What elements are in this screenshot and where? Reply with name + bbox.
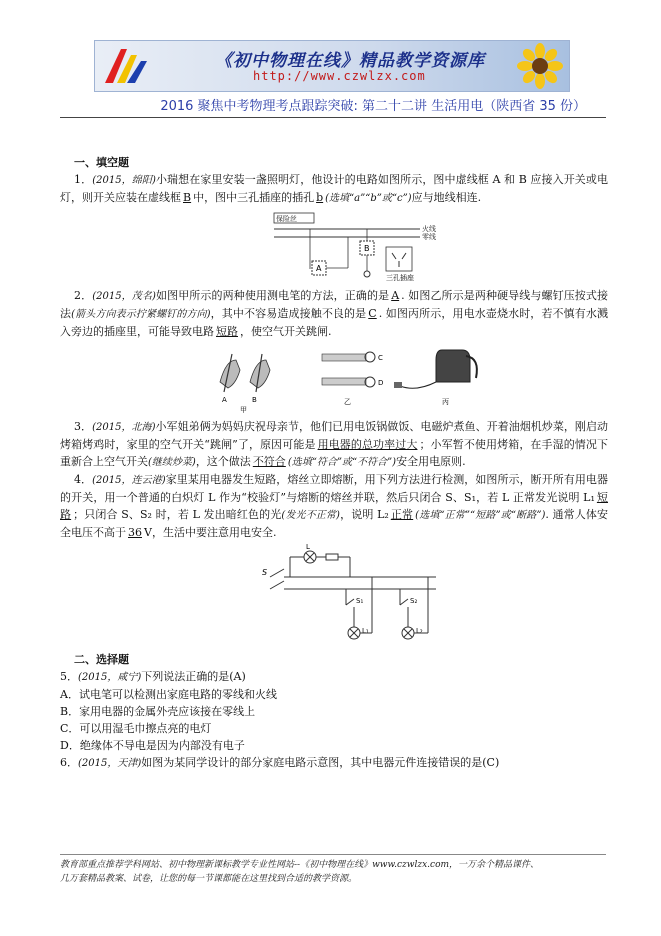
q4-text: . 通常人体安全电压不高于 — [60, 508, 609, 539]
q2-text: . 如图丙所示，用电水壶烧水时，若不慎有水溅入旁边的插座里，可能导致电路 — [60, 307, 609, 338]
q2-answer-1: A — [391, 289, 400, 302]
q4-number: 4． — [74, 473, 93, 486]
footer-line-2: 几万套精品教案、试卷，让您的每一节课都能在这里找到合适的教学资源。 — [60, 874, 358, 884]
fig2-label-yi: 乙 — [344, 398, 351, 406]
q1-number: 1． — [74, 173, 93, 186]
q3-source: (2015，北海) — [92, 422, 156, 433]
figure-3-circuit — [260, 543, 440, 647]
q3-hint: (继续炒菜) — [148, 457, 196, 468]
q5-number: 5． — [60, 670, 78, 683]
fig2-label-jia: 甲 — [240, 406, 247, 414]
q1-source: (2015，绵阳) — [92, 175, 156, 186]
q4-answer-2: 正常 — [390, 508, 414, 521]
q1-text: 小瑞想在家里安装一盏照明灯，他设计的电路如图所示，图中虚线框 A 和 B 应接入开关或电灯，则开关应装在虚线框 — [60, 173, 608, 204]
q1-hint: (选填“a”“b”或“c”) — [325, 193, 412, 204]
q3-answer-2: 不符合 — [252, 455, 286, 468]
q3-text: ；小军暂不使用烤箱，在手湿的情况下重新合上空气开关 — [60, 438, 609, 468]
fig3-label-s: S — [262, 568, 268, 577]
fig1-neutral-label: 零线 — [422, 233, 436, 241]
logo-icon — [101, 45, 149, 87]
fig2-label-bing: 丙 — [442, 398, 449, 406]
q4-hint: (发光不正常) — [281, 510, 340, 521]
title-divider — [60, 117, 606, 118]
fig1-box-b: B — [364, 244, 370, 253]
q1-text: 中，图中三孔插座的插孔 — [193, 191, 315, 204]
q2-source: (2015，茂名) — [92, 291, 156, 302]
question-4 — [60, 471, 608, 541]
fig3-label-l1: L₁ — [362, 627, 369, 635]
fig1-fuse-label: 保险丝 — [276, 215, 297, 223]
fig2-label-a: A — [222, 396, 227, 404]
q4-source: (2015，连云港) — [92, 475, 166, 486]
fig2-label-c: C — [378, 354, 383, 362]
sunflower-icon — [517, 43, 563, 89]
footer-line-1: 教育部重点推荐学科网站、初中物理新课标教学专业性网站--《初中物理在线》www.czwlzx.com，一万余个精品课件、 — [60, 860, 540, 870]
q3-text: 安全用电原则. — [396, 455, 466, 468]
q3-text: ，这个做法 — [195, 455, 251, 468]
fig1-socket-label: 三孔插座 — [386, 274, 414, 282]
q5-option-a: A．试电笔可以检测出家庭电路的零线和火线 — [60, 688, 277, 701]
figure-2-illustrations — [210, 342, 500, 414]
question-5 — [60, 668, 608, 686]
q4-text: ，说明 L₂ — [339, 508, 389, 521]
section-choice: 二、选择题 — [74, 653, 129, 666]
q2-text: . 如图乙所示是两种硬导线与螺钉压按式接法 — [60, 289, 609, 320]
q2-hint: (箭头方向表示拧紧螺钉的方向) — [71, 309, 211, 320]
fig1-box-a: A — [316, 264, 322, 273]
fig1-live-label: 火线 — [422, 225, 436, 233]
q4-text: V，生活中要注意用电安全. — [144, 526, 277, 539]
question-1 — [60, 171, 608, 207]
footer — [60, 858, 608, 886]
q4-text: ；只闭合 S、S₂ 时，若 L 发出暗红色的光 — [73, 508, 282, 521]
q5-option-c: C．可以用湿毛巾擦点亮的电灯 — [60, 722, 212, 735]
fig2-label-d: D — [378, 379, 384, 387]
q2-answer-2: C — [368, 307, 377, 320]
q1-text: 应与地线相连. — [411, 191, 482, 204]
q1-answer-2: b — [316, 191, 324, 204]
q3-number: 3． — [74, 420, 93, 433]
q4-answer-3: 36 — [128, 526, 142, 539]
q5-text: 下列说法正确的是(A) — [141, 670, 246, 683]
document-body — [60, 154, 608, 772]
q5-option-b: B．家用电器的金属外壳应该接在零线上 — [60, 705, 256, 718]
page-title: 2016 聚焦中考物理考点跟踪突破: 第二十二讲 生活用电（陕西省 35 份） — [160, 99, 586, 114]
question-3 — [60, 418, 608, 471]
q6-text: 如图为某同学设计的部分家庭电路示意图，其中电器元件连接错误的是(C) — [141, 756, 500, 769]
q2-text: 如图甲所示的两种使用测电笔的方法，正确的是 — [155, 289, 390, 302]
q2-text: ，使空气开关跳闸. — [240, 325, 332, 338]
footer-divider — [60, 854, 606, 855]
q6-source: (2015，天津) — [78, 758, 142, 769]
question-6 — [60, 754, 608, 772]
q2-text: ，其中不容易造成接触不良的是 — [210, 307, 367, 320]
q4-answer-1: 短路 — [60, 491, 609, 521]
figure-1-circuit — [270, 209, 460, 283]
q5-source: (2015，咸宁) — [78, 672, 142, 683]
q6-number: 6． — [60, 756, 78, 769]
q4-text: 家里某用电器发生短路，熔丝立即熔断，用下列方法进行检测，如图所示，断开所有用电器的开关，用一个普通的白炽灯 L 作为“校验灯”与熔断的熔丝并联，然后只闭合 S、S₁，若 L 正常发光说明 L₁ — [60, 473, 608, 504]
q3-text: 小军姐弟俩为妈妈庆祝母亲节，他们已用电饭锅做饭、电磁炉煮鱼、开着油烟机炒菜，刚启动烤箱烤鸡时，家里的空气开关“跳闸”了，原因可能是 — [60, 420, 608, 451]
fig2-label-b: B — [252, 396, 257, 404]
q3-answer-1: 用电器的总功率过大 — [317, 438, 418, 451]
header-banner — [94, 40, 570, 92]
q2-answer-3: 短路 — [216, 325, 238, 338]
q5-option-d: D．绝缘体不导电是因为内部没有电子 — [60, 739, 245, 752]
q2-number: 2． — [74, 289, 93, 302]
fig3-label-s1: S₁ — [356, 597, 364, 605]
banner-title: 《初中物理在线》精品教学资源库 — [215, 51, 485, 71]
q1-answer-1: B — [183, 191, 192, 204]
section-fill-in: 一、填空题 — [74, 156, 129, 169]
fig3-label-l2: L₂ — [416, 627, 423, 635]
fig3-label-s2: S₂ — [410, 597, 418, 605]
q4-hint: (选填“正常”“短路”或“断路”) — [415, 510, 546, 521]
question-2 — [60, 287, 608, 340]
q3-hint: (选填“符合”或“不符合”) — [287, 457, 397, 468]
fig3-label-l: L — [306, 543, 310, 551]
banner-url: http://www.czwlzx.com — [253, 69, 426, 83]
